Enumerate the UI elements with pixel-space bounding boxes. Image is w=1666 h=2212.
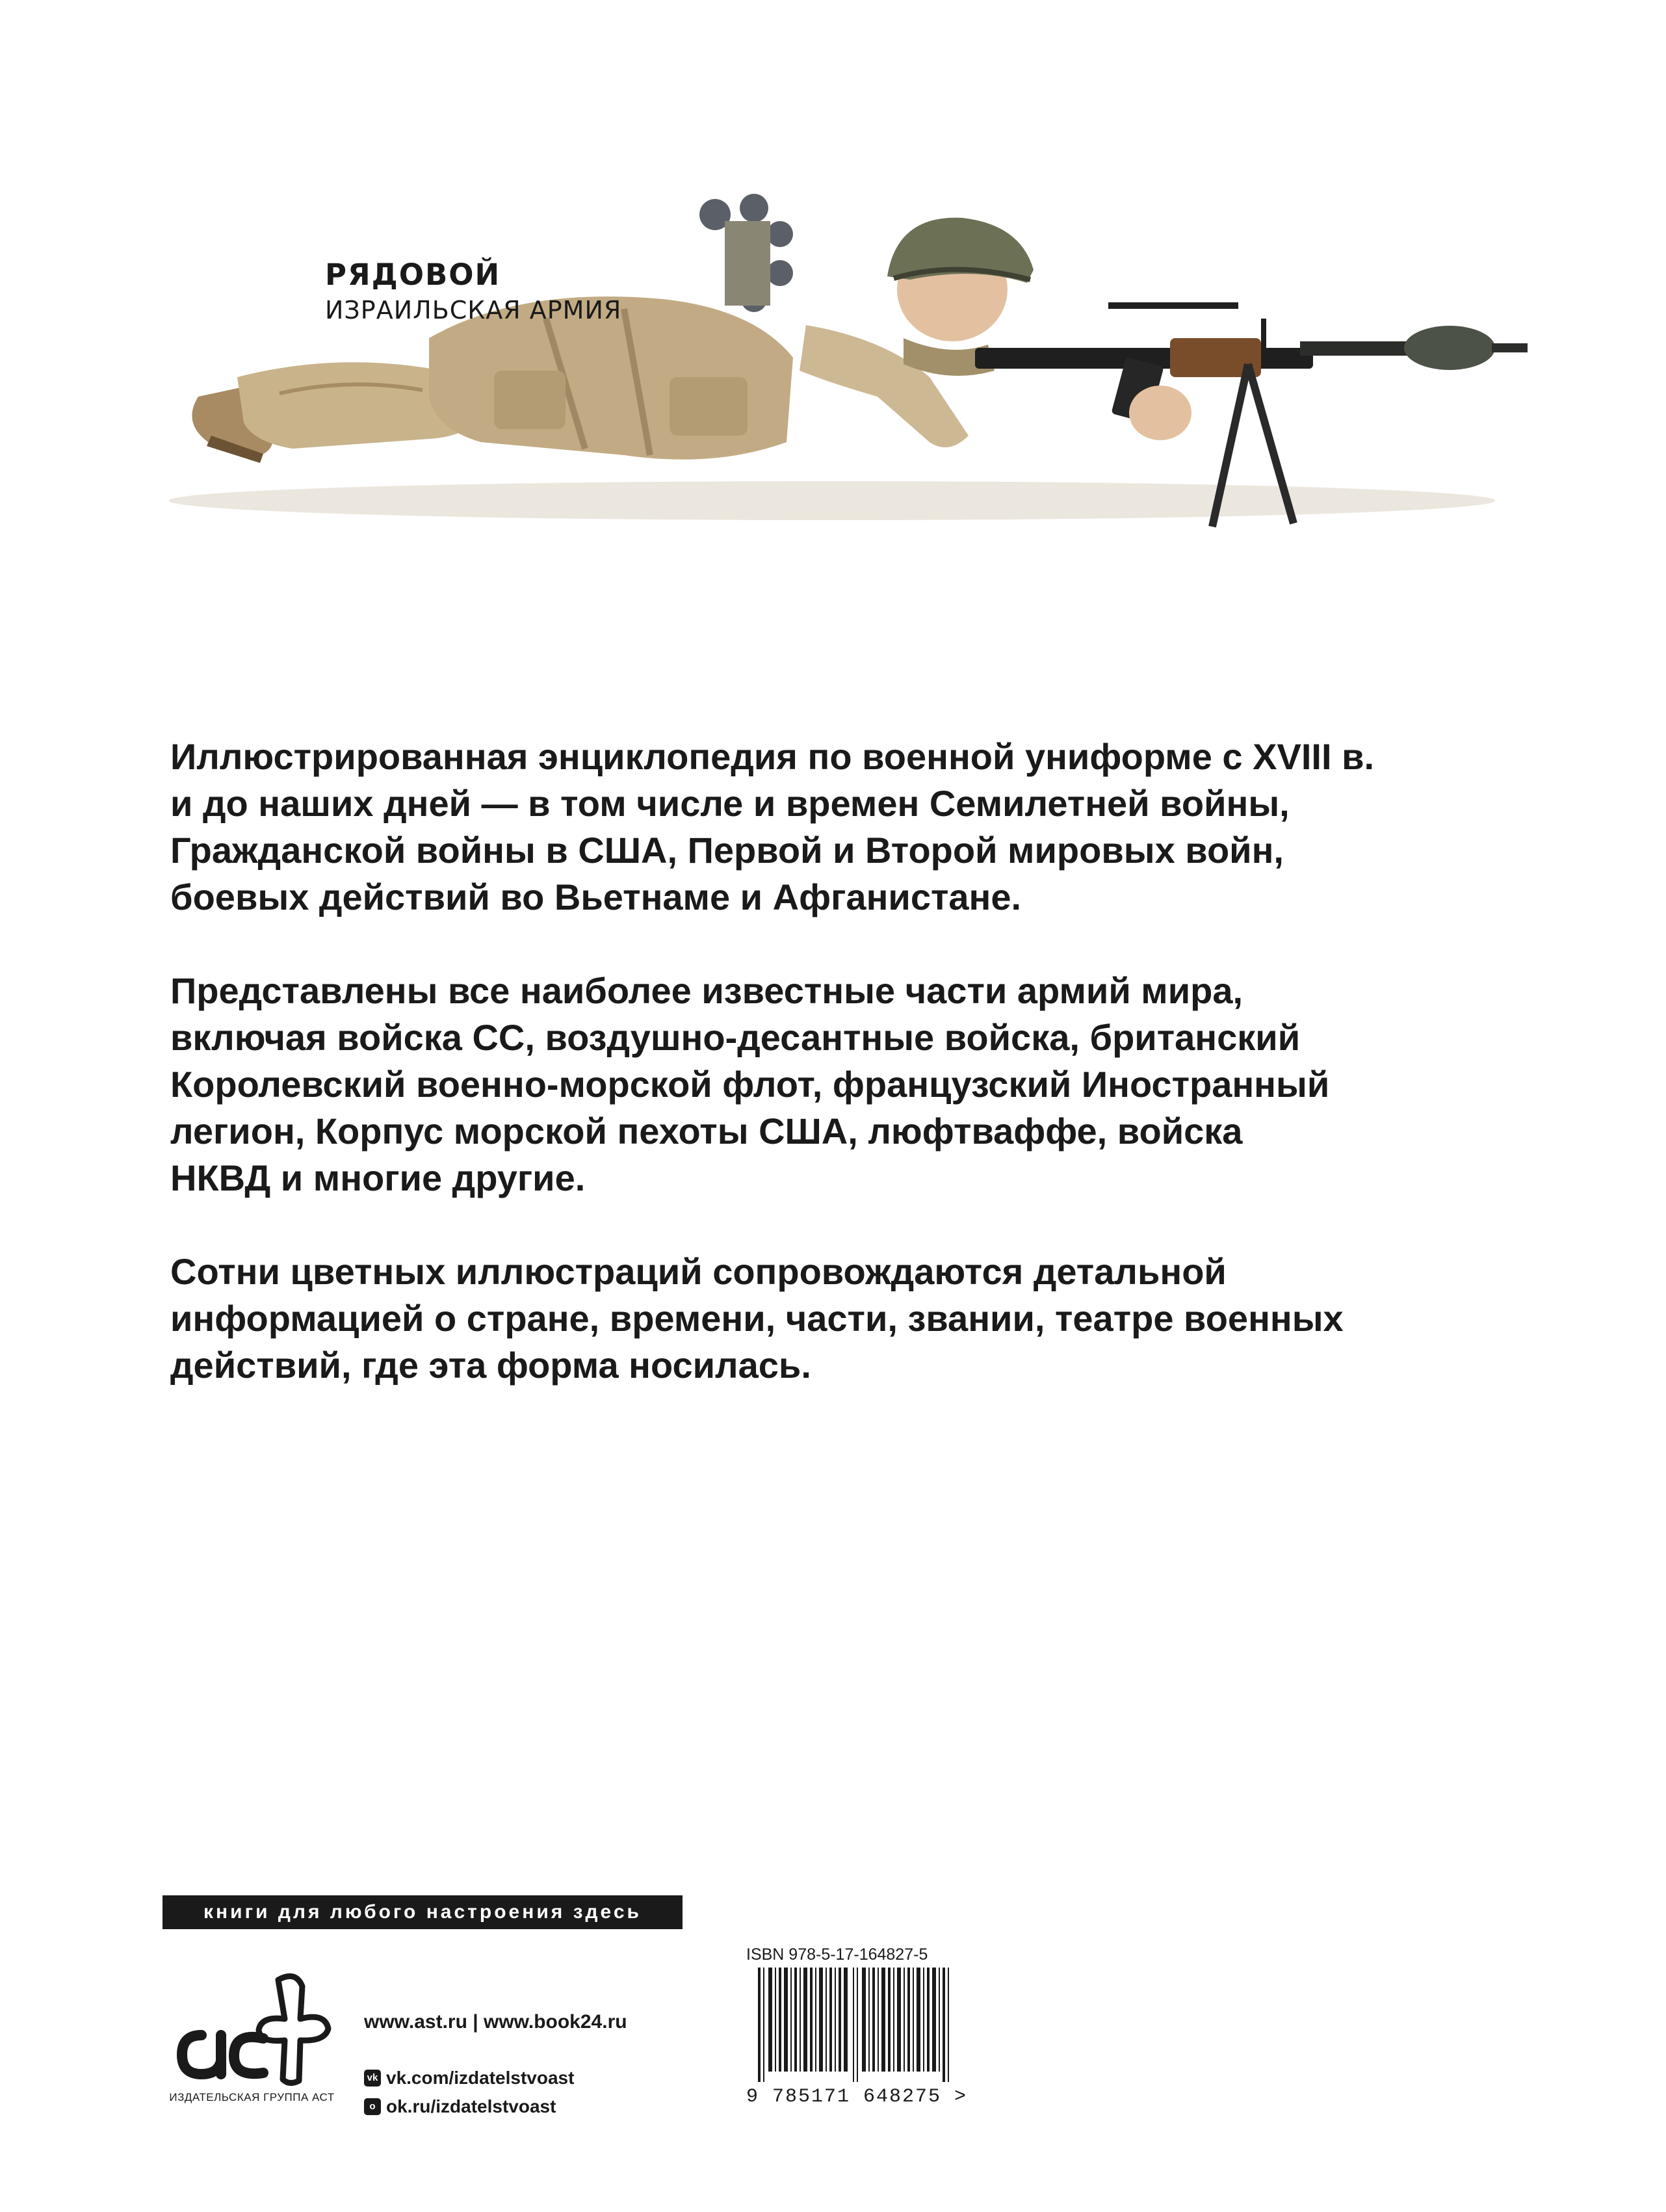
ast-logo-icon (163, 1957, 341, 2087)
blurb-paragraph (170, 733, 1509, 921)
caption-rank: РЯДОВОЙ (325, 257, 501, 292)
blurb-line: Представлены все наиболее известные части армий мира, (170, 970, 1243, 1011)
vk-link[interactable]: vk.com/izdatelstvoast (386, 2068, 575, 2088)
blurb-line: включая войска СС, воздушно-десантные войска, британский (170, 1017, 1301, 1058)
blurb-line: легион, Корпус морской пехоты США, люфтваффе, войска (170, 1111, 1243, 1152)
barcode-area (746, 1944, 980, 2120)
publisher-logo (163, 1957, 341, 2126)
barcode-icon (746, 1965, 980, 2082)
isbn-label: ISBN 978-5-17-164827-5 (746, 1945, 928, 1964)
ok-row[interactable] (364, 2092, 627, 2121)
vk-row[interactable] (364, 2064, 627, 2092)
illustration-caption (325, 257, 621, 327)
blurb-line: и до наших дней — в том числе и времен Семилетней войны, (170, 783, 1290, 824)
ok-icon: о (364, 2098, 381, 2115)
barcode-digits: 9 785171 648275 > (746, 2086, 968, 2108)
blurb-line: действий, где эта форма носилась. (170, 1345, 811, 1386)
blurb (170, 733, 1509, 1436)
blurb-line: Сотни цветных иллюстраций сопровождаются детальной (170, 1251, 1227, 1292)
caption-army: ИЗРАИЛЬСКАЯ АРМИЯ (325, 296, 622, 324)
soldier-illustration (130, 163, 1534, 566)
blurb-line: Гражданской войны в США, Первой и Второй мировых войн, (170, 830, 1284, 871)
blurb-line: Иллюстрированная энциклопедия по военной униформе с XVIII в. (170, 736, 1375, 777)
tagline-banner: книги для любого настроения здесь (163, 1895, 683, 1929)
websites-link[interactable]: www.ast.ru | www.book24.ru (364, 2011, 627, 2033)
blurb-line: информацией о стране, времени, части, звании, театре военных (170, 1298, 1344, 1339)
blurb-line: боевых действий во Вьетнаме и Афганистане. (170, 876, 1022, 917)
publisher-name: ИЗДАТЕЛЬСКАЯ ГРУППА АСТ (169, 2091, 335, 2103)
blurb-paragraph (170, 968, 1509, 1202)
blurb-paragraph (170, 1248, 1509, 1389)
blurb-line: Королевский военно-морской флот, французский Иностранный (170, 1064, 1330, 1105)
publisher-links (364, 2008, 627, 2121)
prone-soldier-image (130, 163, 1534, 566)
blurb-line: НКВД и многие другие. (170, 1157, 586, 1198)
vk-icon: vk (364, 2070, 381, 2087)
ok-link[interactable]: ok.ru/izdatelstvoast (386, 2096, 556, 2116)
